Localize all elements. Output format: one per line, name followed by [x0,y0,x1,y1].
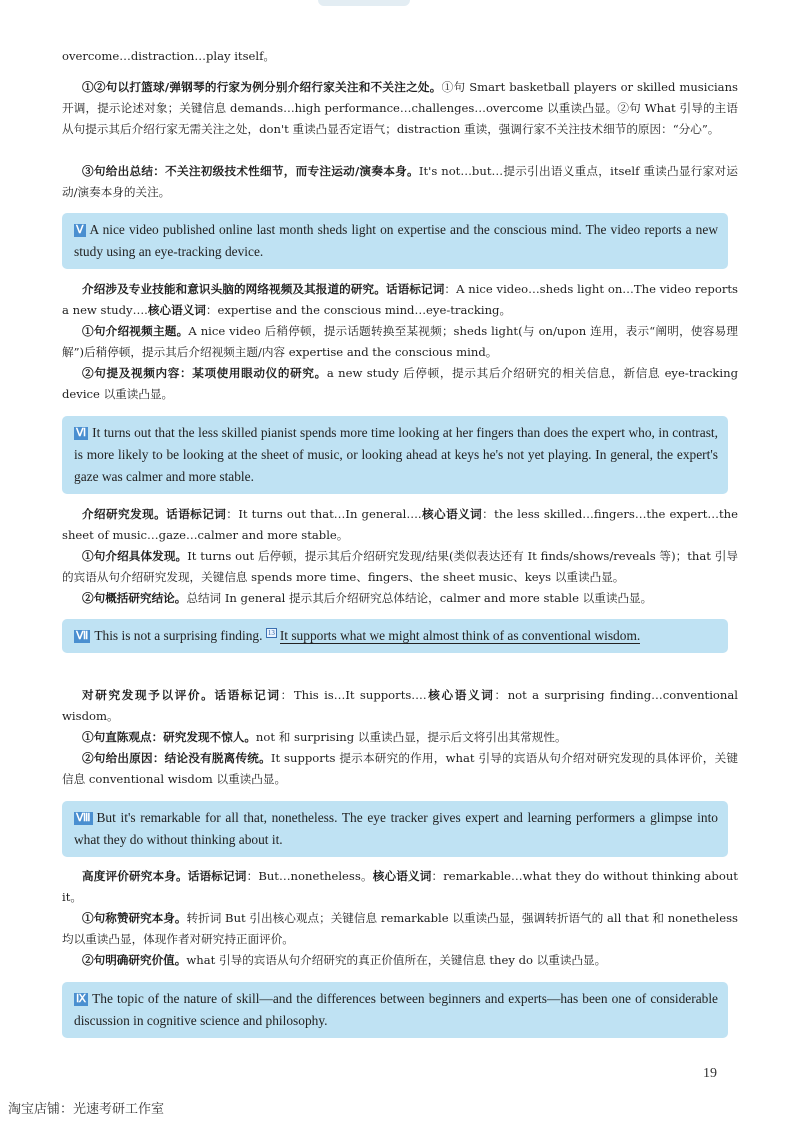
passage-sentence: It turns out that the less skilled pianist spends more time looking at her fingers than does the expert who, in contrast, is more likely to be looking at the sheet of music, or looking ahead at keys he's not yet playing. In general, the expert's gaze was calmer and more stable. [74,425,718,484]
sentence-head: ②句概括研究结论。 [82,591,187,605]
paragraph [62,950,738,971]
core-label: 核心语义词 [147,303,206,317]
markers-label: 话语标记词 [385,282,445,296]
paragraph [62,727,738,748]
paragraph [62,546,738,588]
sentence-body: 转折词 But 引出核心观点；关键信息 remarkable 以重读凸显，强调转折语气的 all that 和 nonetheless 均以重读凸显，体现作者对研究持正面评价。 [62,911,738,946]
passage-box-6 [62,416,728,494]
roman-numeral-badge: Ⅷ [76,812,91,824]
text-line [62,46,738,67]
core-text: ：not a surprising finding…conventional wisdom。 [62,688,738,723]
core-label: 核心语义词 [372,869,432,883]
passage-text [74,807,728,851]
passage-box-9 [62,982,728,1038]
sentence-head: ③句给出总结：不关注初级技术性细节，而专注运动/演奏本身。 [82,164,419,178]
sentence-body: It's not…but…提示引出语义重点，itself 重读凸显行家对运动/演奏本身的关注。 [62,164,739,199]
markers-label: 话语标记词 [214,688,281,702]
paragraph [62,588,738,609]
paragraph [62,504,738,546]
core-text: ：expertise and the conscious mind…eye-tracking。 [205,303,512,317]
paragraph [62,908,738,950]
paragraph [62,279,738,321]
text-span: overcome…distraction…play itself。 [62,49,275,63]
sentence-body: ①句 Smart basketball players or skilled musicians 开调，提示论述对象；关键信息 demands…high performance…challenges…overcome 以重读凸显。②句 What 引导的主语从句提示其后介绍行家无需关注之处，don't 重读凸显否定语气；distraction 重读，强调行家不关注技术细节的原因：“分心”。 [62,80,738,136]
markers-text: ：But…nonetheless。 [246,869,373,883]
markers-label: 话语标记词 [166,507,227,521]
sentence-head: ②句给出原因：结论没有脱离传统。 [82,751,271,765]
paragraph [62,685,738,727]
paragraph [62,866,738,908]
passage-sentence: This is not a surprising finding. [94,628,263,643]
passage-text [74,625,728,647]
passage-sentence: But it's remarkable for all that, nonetheless. The eye tracker gives expert and learning performers a glimpse into what they do without thinking about it. [74,810,718,847]
sentence-body: not 和 surprising 以重读凸显，提示后文将引出其常规性。 [255,730,567,744]
section-head: 高度评价研究本身。 [82,869,188,883]
markers-text: ：It turns out that…In general…. [226,507,422,521]
sentence-body: A nice video 后稍停顿，提示话题转换至某视频；sheds light(与 on/upon 连用，表示“阐明，使容易理解”)后稍停顿，提示其后介绍视频主题/内容 expertise and the conscious mind。 [62,324,738,359]
page-number: 19 [703,1066,717,1081]
core-label: 核心语义词 [426,688,495,702]
passage-sentence: The topic of the nature of skill—and the differences between beginners and experts—has been one of considerable discussion in cognitive science and philosophy. [74,991,718,1028]
roman-numeral-badge: Ⅴ [76,224,84,236]
passage-box-7 [62,619,728,653]
passage-text [74,988,728,1032]
passage-sentence: A nice video published online last month sheds light on expertise and the conscious mind. The video reports a new study using an eye-tracking device. [74,222,718,259]
roman-numeral-badge: Ⅶ [76,630,89,642]
paragraph [62,77,738,140]
sentence-body: a new study 后停顿，提示其后介绍研究的相关信息，新信息 eye-tracking device 以重读凸显。 [62,366,738,401]
underlined-sentence: It supports what we might almost think of as conventional wisdom. [279,628,641,643]
sentence-head: ①句介绍具体发现。 [82,549,188,563]
markers-text: ：A nice video…sheds light on…The video reports a new study…. [62,282,738,317]
passage-box-5 [62,213,728,269]
passage-text [74,422,728,488]
sentence-head: ②句提及视频内容：某项使用眼动仪的研究。 [82,366,327,380]
markers-label: 话语标记词 [187,869,247,883]
sentence-head: ①句称赞研究本身。 [82,911,187,925]
roman-numeral-badge: Ⅸ [76,993,87,1005]
passage-text [74,219,728,263]
question-marker: 13 [267,629,275,637]
core-text: ：the less skilled…fingers…the expert…the sheet of music…gaze…calmer and more stable。 [62,507,738,542]
sentence-head: ①句直陈观点：研究发现不惊人。 [82,730,256,744]
sentence-body: It supports 提示本研究的作用，what 引导的宾语从句介绍对研究发现的具体评价，关键信息 conventional wisdom 以重读凸显。 [62,751,738,786]
sentence-body: 总结词 In general 提示其后介绍研究总体结论，calmer and more stable 以重读凸显。 [186,591,653,605]
sentence-head: ①句介绍视频主题。 [82,324,189,338]
top-edge-decoration [318,0,410,6]
sentence-body: what 引导的宾语从句介绍研究的真正价值所在，关键信息 they do 以重读凸显。 [186,953,607,967]
paragraph [62,321,738,363]
section-head: 介绍涉及专业技能和意识头脑的网络视频及其报道的研究。 [82,282,386,296]
paragraph [62,161,738,203]
sentence-head: ②句明确研究价值。 [82,953,187,967]
paragraph [62,748,738,790]
passage-box-8 [62,801,728,857]
markers-text: ：This is…It supports…. [280,688,427,702]
paragraph [62,363,738,405]
sentence-head: ①②句以打篮球/弹钢琴的行家为例分别介绍行家关注和不关注之处。 [82,80,442,94]
core-label: 核心语义词 [421,507,483,521]
sentence-body: It turns out 后停顿，提示其后介绍研究发现/结果(类似表达还有 It finds/shows/reveals 等)；that 引导的宾语从句介绍研究发现，关键信息 spends more time、fingers、the sheet music、keys 以重读凸显。 [62,549,738,584]
core-text: ：remarkable…what they do without thinking about it。 [62,869,738,904]
section-head: 对研究发现予以评价。 [82,688,215,702]
roman-numeral-badge: Ⅵ [76,427,87,439]
section-head: 介绍研究发现。 [82,507,167,521]
shop-watermark-text: 淘宝店铺：光速考研工作室 [8,1102,165,1117]
